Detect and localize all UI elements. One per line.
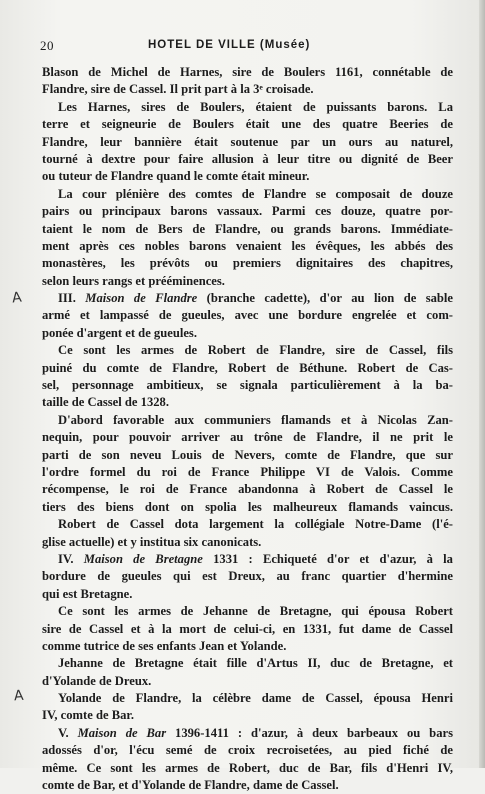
italic-heading: Maison de Flandre	[85, 291, 198, 306]
text-line: La cour plénière des comtes de Flandre se composait de douze	[58, 186, 453, 201]
text-line: armé et lampassé de gueules, avec une bordure engrelée et com-	[42, 308, 453, 323]
italic-heading: Maison de Bretagne	[83, 551, 203, 566]
text-line: puiné du comte de Flandre, Robert de Béthune. Robert de Cas-	[42, 360, 453, 375]
text-line: taille de Cassel de 1328.	[42, 395, 169, 410]
text-line: V. Maison de Bar 1396-1411 : d'azur, à deux barbeaux ou bars	[58, 725, 453, 740]
text-line: Flandre, sire de Cassel. Il prit part à la 3ᵉ croisade.	[42, 82, 314, 97]
text-line: Flandre, leur bannière était soutenue par un ours au naturel,	[42, 134, 453, 149]
text-line: sel, personnage ambitieux, se signala particulièrement à la ba-	[42, 378, 453, 393]
italic-heading: Maison de Bar	[77, 725, 167, 740]
text-line: bordure de gueules qui est Dreux, au franc quartier d'hermine	[42, 569, 453, 584]
text-line: monastères, les prévôts ou premiers dignitaires des chapitres,	[42, 256, 453, 271]
margin-annotation: A	[11, 289, 23, 307]
text-line: pairs ou principaux barons vassaux. Parmi ces douze, quatre por-	[42, 204, 453, 219]
page-number: 20	[40, 38, 54, 53]
text-line: ment après ces nobles barons venaient les évêques, les abbés des	[42, 238, 453, 253]
text-line: d'Yolande de Dreux.	[42, 673, 152, 688]
running-title: HOTEL DE VILLE (Musée)	[148, 39, 311, 51]
page-edge-shadow	[479, 0, 485, 768]
text-line: Ce sont les armes de Jehanne de Bretagne, qui épousa Robert	[58, 604, 453, 619]
page-header	[38, 38, 458, 56]
text-line: ou tuteur de Flandre quand le comte était mineur.	[42, 169, 310, 184]
text-line: Robert de Cassel dota largement la collégiale Notre-Dame (l'é-	[58, 517, 453, 532]
text-line: III. Maison de Flandre (branche cadette), d'or au lion de sable	[58, 291, 453, 306]
text-line: comme tutrice de ses enfants Jean et Yolande.	[42, 638, 287, 653]
text-line: IV, comte de Bar.	[42, 708, 134, 723]
text-line: sire de Cassel et à la mort de celui-ci, en 1331, fut dame de Cassel	[42, 621, 453, 636]
text-line: selon leurs rangs et prééminences.	[42, 273, 225, 288]
text-line: ponée d'argent et de gueules.	[42, 325, 197, 340]
text-line: D'abord favorable aux communiers flamands et à Nicolas Zan-	[58, 412, 453, 427]
text-line: même. Ce sont les armes de Robert, duc de Bar, fils d'Henri IV,	[42, 760, 453, 775]
text-line: adossés d'or, l'écu semé de croix recroisetées, au pied fiché de	[42, 743, 453, 758]
text-line: récompense, le roi de France abandonna à Robert de Cassel le	[42, 482, 453, 497]
text-line: nequin, pour pouvoir arriver au trône de Flandre, il ne prit le	[42, 430, 453, 445]
text-line: Yolande de Flandre, la célèbre dame de Cassel, épousa Henri	[58, 691, 453, 706]
text-line: Les Harnes, sires de Boulers, étaient de puissants barons. La	[58, 99, 453, 114]
text-line: qui est Bretagne.	[42, 586, 133, 601]
text-line: tiers des biens dont on spolia les malheureux flamands vaincus.	[42, 499, 453, 514]
text-line: Ce sont les armes de Robert de Flandre, sire de Cassel, fils	[58, 343, 453, 358]
text-line: comte de Bar, et d'Yolande de Flandre, dame de Cassel.	[42, 778, 339, 793]
body-text	[42, 64, 453, 794]
text-line: l'ordre formel du roi de France Philippe VI de Valois. Comme	[42, 464, 453, 479]
text-line: taient le nom de Bers de Flandre, ou grands barons. Immédiate-	[42, 221, 453, 236]
margin-annotation: A	[13, 687, 25, 705]
text-line: parti de son neveu Louis de Nevers, comte de Flandre, que sur	[42, 447, 453, 462]
text-line: IV. Maison de Bretagne 1331 : Echiqueté d'or et d'azur, à la	[58, 551, 453, 566]
text-line: terre et seigneurie de Boulers était une des quatre Beeries de	[42, 117, 453, 132]
text-line: glise actuelle) et y institua six canonicats.	[42, 534, 262, 549]
text-line: Jehanne de Bretagne était fille d'Artus II, duc de Bretagne, et	[58, 656, 453, 671]
text-line: tourné à dextre pour faire allusion à leur titre ou dignité de Beer	[42, 151, 453, 166]
text-line: Blason de Michel de Harnes, sire de Boulers 1161, connétable de	[42, 65, 453, 79]
